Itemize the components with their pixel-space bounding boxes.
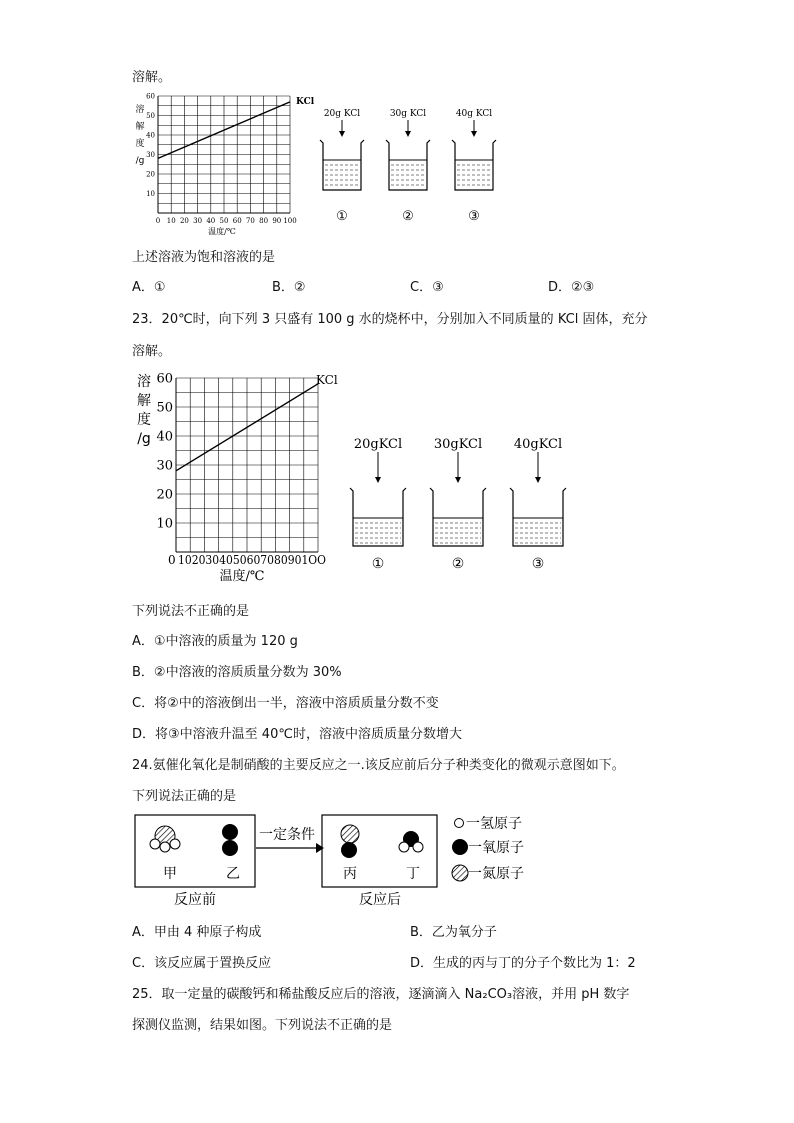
q23-option-d[interactable]: D．将③中溶液升温至 40℃时，溶液中溶质质量分数增大 xyxy=(132,727,462,742)
y-tick-label: 20 xyxy=(146,170,155,179)
q23-stem-line2: 溶解。 xyxy=(132,344,172,359)
legend xyxy=(452,816,524,882)
q22-solubility-chart xyxy=(130,88,330,238)
label-jia: 甲 xyxy=(163,866,177,882)
x-tick-label: 90 xyxy=(272,217,282,225)
x-ticks-label: 1020304050607080901OO xyxy=(178,553,327,567)
q22-option-d[interactable]: D．②③ xyxy=(548,280,595,295)
legend-nitrogen: 一氮原子 xyxy=(468,866,524,882)
nitric-oxide-molecule xyxy=(341,825,359,858)
arrow-head xyxy=(455,477,461,483)
arrow-head xyxy=(316,843,324,853)
arrow-head xyxy=(339,131,345,137)
y-tick-label: 40 xyxy=(146,131,155,140)
x-tick-label: 50 xyxy=(219,217,229,225)
y-tick-label: 30 xyxy=(146,150,155,159)
q22-option-c[interactable]: C．③ xyxy=(410,280,444,295)
label-yi: 乙 xyxy=(226,866,240,882)
x-tick-label: 20 xyxy=(179,217,189,225)
x-tick-label: 80 xyxy=(259,217,269,225)
y-axis-label-char: 度 xyxy=(137,412,151,428)
beaker-2 xyxy=(430,437,486,572)
x-origin-label: 0 xyxy=(168,553,176,567)
y-axis-label-char: 解 xyxy=(137,393,151,409)
y-axis-label-char: 解 xyxy=(135,122,145,132)
q22-option-b[interactable]: B．② xyxy=(272,280,306,295)
q24-stem-line2: 下列说法正确的是 xyxy=(132,789,237,804)
x-tick-label: 100 xyxy=(283,217,297,225)
q23-solubility-chart xyxy=(130,366,345,586)
q23-question: 下列说法不正确的是 xyxy=(132,604,250,619)
y-tick-label: 10 xyxy=(156,516,173,532)
chart-grid xyxy=(158,96,290,213)
x-axis-label: 温度/℃ xyxy=(208,227,236,236)
after-caption: 反应后 xyxy=(359,892,401,908)
beaker-1 xyxy=(320,109,364,224)
x-tick-label: 60 xyxy=(232,217,242,225)
y-tick-label: 10 xyxy=(146,189,155,198)
oxygen-molecule xyxy=(222,824,238,856)
beaker-outline xyxy=(350,488,406,546)
q25-stem-line2: 探测仪监测，结果如图。下列说法不正确的是 xyxy=(132,1018,393,1033)
y-axis-label-char: 溶 xyxy=(137,374,151,390)
beaker-number: ② xyxy=(402,209,414,224)
label-ding: 丁 xyxy=(406,866,420,882)
y-tick-label: 50 xyxy=(156,400,173,416)
q24-reaction-diagram xyxy=(130,810,550,915)
x-axis-label: 温度/℃ xyxy=(219,569,265,584)
x-tick-label: 0 xyxy=(155,217,161,225)
y-tick-label: 60 xyxy=(146,92,155,101)
water-molecule xyxy=(399,831,423,852)
beaker-label: 20gKCl xyxy=(353,437,403,452)
q24-option-a[interactable]: A．甲由 4 种原子构成 xyxy=(132,925,262,940)
legend-oxygen: 一氧原子 xyxy=(468,840,524,856)
chart-grid xyxy=(176,378,318,552)
y-axis-label-char: /g xyxy=(137,431,151,447)
beaker-number: ① xyxy=(371,556,385,572)
arrow-head xyxy=(375,477,381,483)
label-bing: 丙 xyxy=(343,866,357,882)
q24-option-c[interactable]: C．该反应属于置换反应 xyxy=(132,956,272,971)
q23-option-c[interactable]: C．将②中的溶液倒出一半，溶液中溶质质量分数不变 xyxy=(132,696,439,711)
y-axis-label-char: 溶 xyxy=(135,105,145,115)
beaker-2 xyxy=(386,109,430,224)
beaker-outline xyxy=(510,488,566,546)
q25-stem-line1: 25．取一定量的碳酸钙和稀盐酸反应后的溶液，逐滴滴入 Na₂CO₃溶液，并用 pH 数字 xyxy=(132,987,630,1002)
beaker-number: ① xyxy=(336,209,348,224)
beaker-number: ③ xyxy=(531,556,545,572)
condition-label: 一定条件 xyxy=(259,827,315,843)
beaker-label: 40gKCl xyxy=(513,437,563,452)
y-tick-label: 50 xyxy=(146,111,155,120)
beaker-row xyxy=(340,432,580,577)
q24-option-b[interactable]: B．乙为氧分子 xyxy=(410,925,497,940)
arrow-head xyxy=(405,131,411,137)
before-caption: 反应前 xyxy=(174,892,216,908)
q22-tail: 溶解。 xyxy=(132,70,172,85)
x-tick-label: 40 xyxy=(206,217,216,225)
x-tick-label: 30 xyxy=(193,217,203,225)
x-tick-label: 10 xyxy=(166,217,176,225)
q22-option-a[interactable]: A．① xyxy=(132,280,166,295)
q22-question: 上述溶液为饱和溶液的是 xyxy=(132,250,276,265)
y-tick-label: 30 xyxy=(156,458,173,474)
y-axis-label-char: /g xyxy=(135,156,145,166)
beaker-outline xyxy=(430,488,486,546)
arrow-head xyxy=(535,477,541,483)
beaker-row xyxy=(318,100,518,230)
beaker-label: 30g KCl xyxy=(389,109,427,119)
beaker-3 xyxy=(452,109,496,224)
y-tick-label: 60 xyxy=(156,371,173,387)
series-label: KCl xyxy=(296,97,315,107)
beaker-1 xyxy=(350,437,406,572)
q23-beakers xyxy=(340,432,580,581)
beaker-label: 20g KCl xyxy=(323,109,361,119)
y-axis-label-char: 度 xyxy=(135,139,145,149)
q23-stem-line1: 23．20℃时，向下列 3 只盛有 100 g 水的烧杯中，分别加入不同质量的 KCl 固体，充分 xyxy=(132,312,648,327)
ammonia-molecule xyxy=(150,826,180,852)
q24-stem-line1: 24.氨催化氧化是制硝酸的主要反应之一.该反应前后分子种类变化的微观示意图如下。 xyxy=(132,758,625,773)
q24-option-d[interactable]: D．生成的丙与丁的分子个数比为 1：2 xyxy=(410,956,636,971)
y-tick-label: 40 xyxy=(156,429,173,445)
beaker-number: ② xyxy=(451,556,465,572)
q23-option-a[interactable]: A．①中溶液的质量为 120 g xyxy=(132,634,298,649)
series-label: KCl xyxy=(316,373,338,387)
y-tick-label: 20 xyxy=(156,487,173,503)
beaker-3 xyxy=(510,437,566,572)
q23-option-b[interactable]: B．②中溶液的溶质质量分数为 30% xyxy=(132,665,342,680)
legend-hydrogen: 一氢原子 xyxy=(466,816,522,832)
x-tick-label: 70 xyxy=(245,217,255,225)
beaker-number: ③ xyxy=(468,209,480,224)
beaker-label: 40g KCl xyxy=(455,109,493,119)
arrow-head xyxy=(471,131,477,137)
q22-beakers xyxy=(318,100,518,234)
beaker-label: 30gKCl xyxy=(433,437,483,452)
